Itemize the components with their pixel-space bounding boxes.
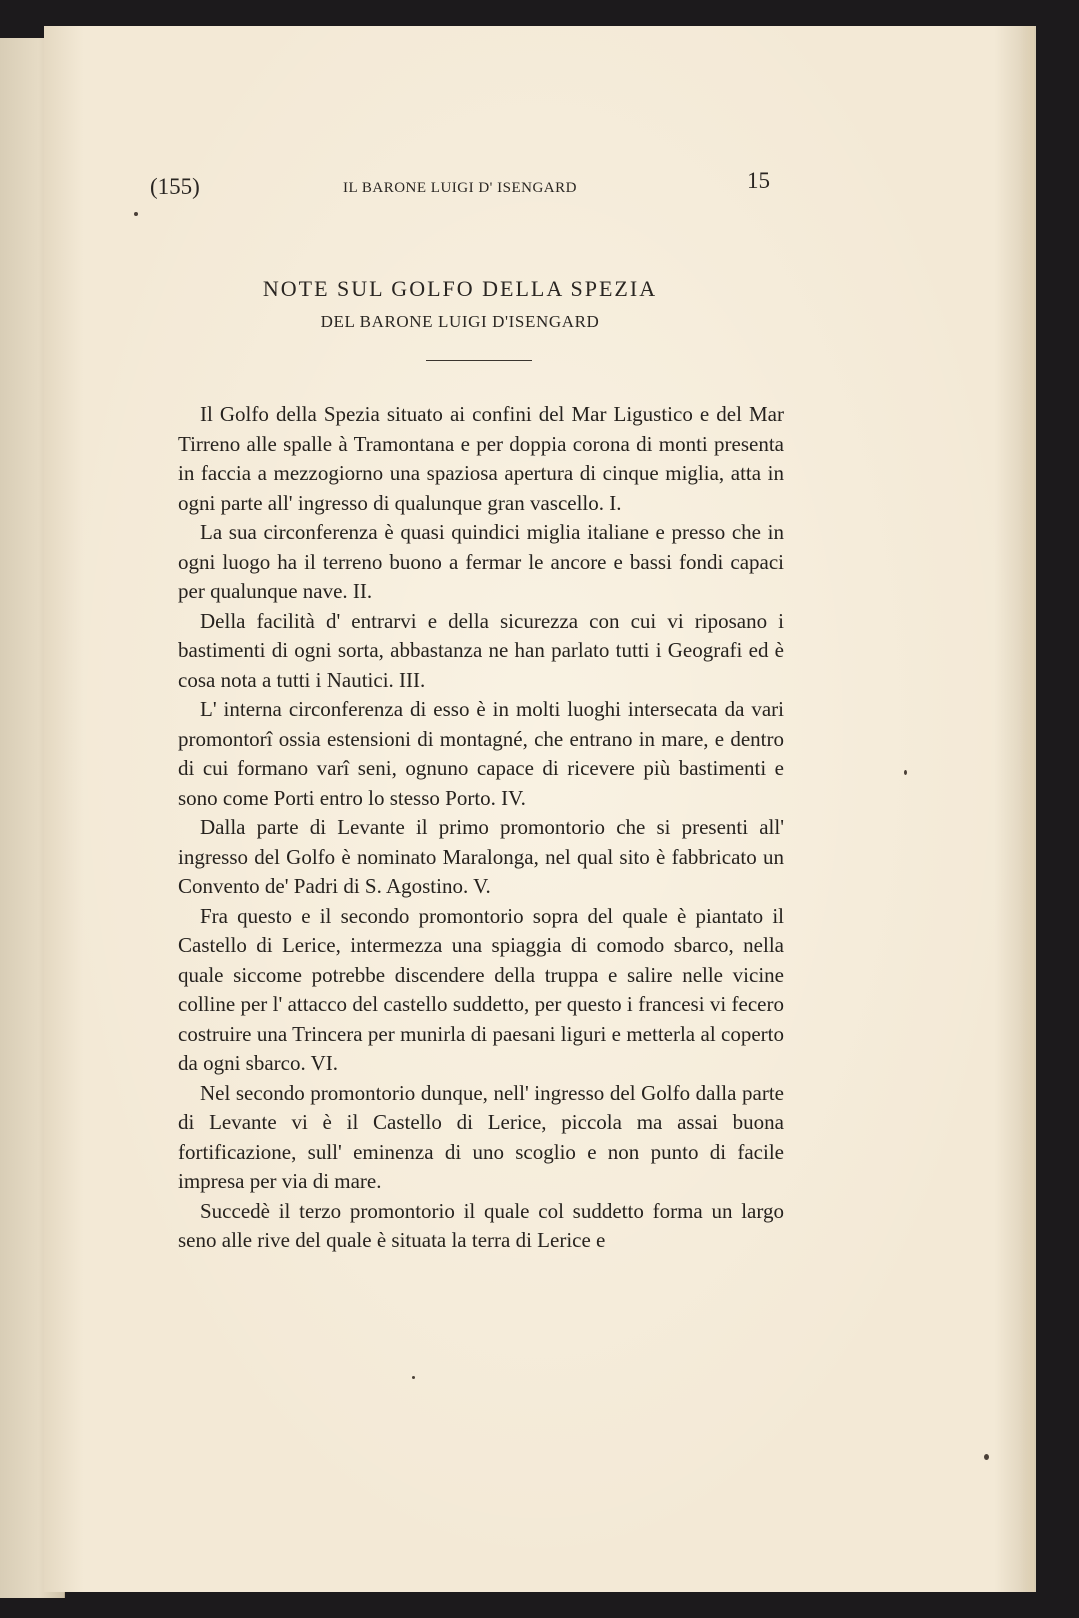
paragraph-7: Nel secondo promontorio dunque, nell' ingresso del Golfo dalla parte di Levante vi è il Castello di Lerice, piccola ma assai buona fortificazione, sull' eminenza di uno scoglio e non punto di facile impresa per via di mare. [178,1080,784,1193]
running-head [150,168,770,208]
paragraph-8: Succedè il terzo promontorio il quale col suddetto forma un largo seno alle rive del quale è situata la terra di Lerice e [178,1198,784,1252]
paragraph-3: Della facilità d' entrarvi e della sicurezza con cui vi riposano i bastimenti di ogni sorta, abbastanza ne han parlato tutti i Geografi ed è cosa nota a tutti i Nautici. III. [178,608,784,692]
running-title: IL BARONE LUIGI D' ISENGARD [343,180,577,196]
paragraph-2: La sua circonferenza è quasi quindici miglia italiane e presso che in ogni luogo ha il terreno buono a fermar le ancore e bassi fondi capaci per qualunque nave. II. [178,520,784,603]
paragraph-6: Fra questo e il secondo promontorio sopra del quale è piantato il Castello di Lerice, intermezza una spiaggia di comodo sbarco, nella quale siccome potrebbe discendere della truppa e salire nelle vicine colline per l' attacco del castello suddetto, per questo i francesi vi fecero costruire una Trincera per munirla di paesani liguri e metterla al coperto da ogni sbarco. VI. [178,903,784,1075]
section-number: (155) [150,174,200,199]
article-title: NOTE SUL GOLFO DELLA SPEZIA [262,276,658,301]
paper-speck [134,212,138,216]
title-divider [426,360,532,361]
paper-speck [984,1454,989,1460]
paper-speck [412,1376,415,1379]
paragraph-4: L' interna circonferenza di esso è in molti luoghi intersecata da vari promontorî ossia estensioni di montagné, che entrano in mare, e dentro di cui formano varî seni, ognuno capace di ricevere più bastimenti e sono come Porti entro lo stesso Porto. IV. [178,697,784,810]
paragraph-1: Il Golfo della Spezia situato ai confini del Mar Ligustico e del Mar Tirreno alle spalle à Tramontana e per doppia corona di monti presenta in faccia a mezzogiorno una spaziosa apertura di cinque miglia, atta in ogni parte all' ingresso di qualunque gran vascello. I. [178,402,784,515]
body-text [178,400,784,1256]
paragraph-5: Dalla parte di Levante il primo promontorio che si presenti all' ingresso del Golfo è nominato Maralonga, nel qual sito è fabbricato un Convento de' Padri di S. Agostino. V. [178,815,784,898]
page-number: 15 [747,168,770,193]
paper-speck [904,770,907,775]
article-author: DEL BARONE LUIGI D'ISENGARD [320,312,600,331]
